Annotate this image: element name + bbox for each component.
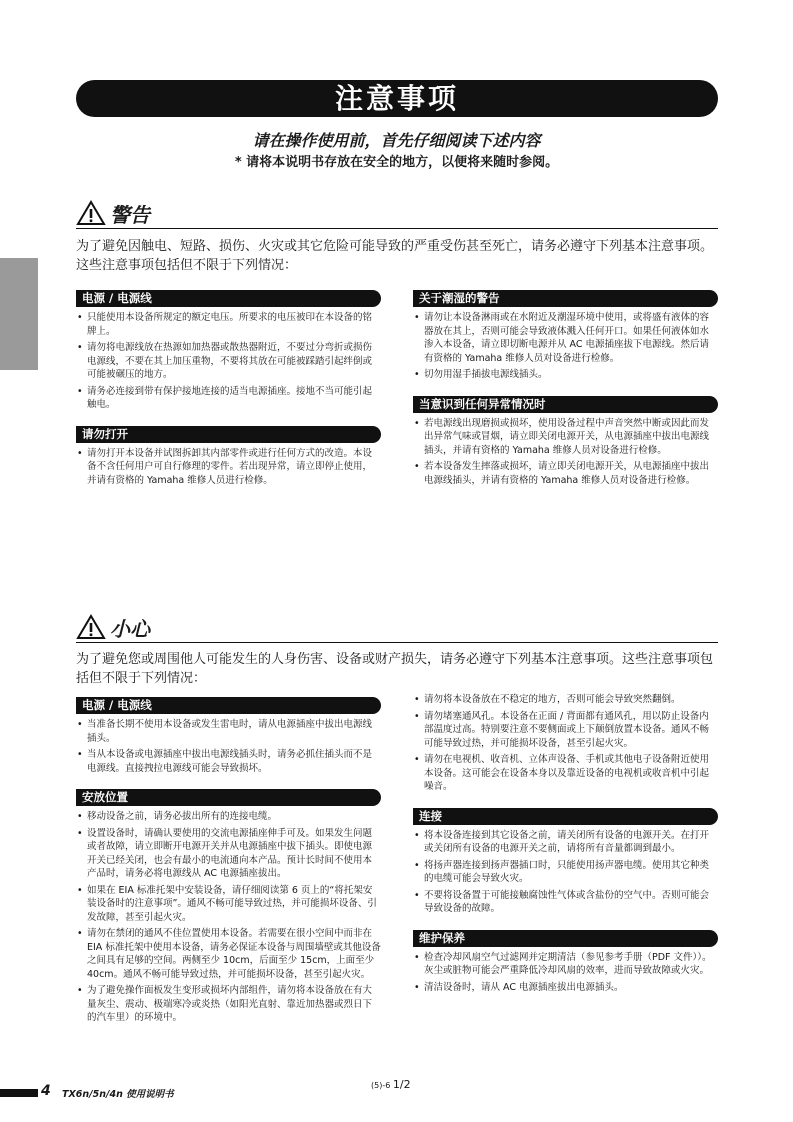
bullet-item: • 请勿将本设备放在不稳定的地方，否则可能会导致突然翻倒。: [413, 693, 718, 707]
bullet-item: • 清洁设备时，请从 AC 电源插座拔出电源插头。: [413, 981, 718, 995]
topic-heading: 维护保养: [413, 930, 718, 947]
bullet-list: [413, 829, 718, 916]
topic-heading: 关于潮湿的警告: [413, 290, 718, 307]
warning-right-column: [413, 290, 718, 501]
bullet-item: • 请勿堵塞通风孔。本设备在正面 / 背面都有通风孔，用以防止设备内部温度过高。特别要注意不要侧面或上下颠倒放置本设备。通风不畅可能导致过热，并可能损坏设备，甚至引起火灾。: [413, 710, 718, 751]
bullet-list: [413, 311, 718, 382]
caution-left-column: [76, 697, 381, 1039]
bullet-item: • 请务必连接到带有保护接地连接的适当电源插座。接地不当可能引起触电。: [76, 385, 381, 412]
bullet-list: [76, 810, 381, 1025]
caution-intro: 为了避免您或周围他人可能发生的人身伤害、设备或财产损失，请务必遵守下列基本注意事项。这些注意事项包括但不限于下列情况：: [76, 652, 714, 686]
caution-heading: [76, 612, 718, 643]
bullet-item: • 切勿用湿手插拔电源线插头。: [413, 368, 718, 382]
bullet-item: • 请勿在电视机、收音机、立体声设备、手机或其他电子设备附近使用本设备。这可能会在设备本身以及靠近设备的电视机或收音机中引起噪音。: [413, 753, 718, 794]
warning-heading: [76, 198, 718, 229]
bullet-list: [413, 693, 718, 794]
bullet-item: • 移动设备之前，请务必拔出所有的连接电缆。: [76, 810, 381, 824]
bullet-item: • 请勿将电源线放在热源如加热器或散热器附近，不要过分弯折或损伤电源线，不要在其上加压重物，不要将其放在可能被踩踏引起绊倒或可能被碾压的地方。: [76, 341, 381, 382]
bullet-list: [76, 311, 381, 412]
footer-bar: [0, 1089, 38, 1097]
print-code-id: (5)-6: [371, 1081, 391, 1090]
bullet-item: • 若本设备发生摔落或损坏，请立即关闭电源开关，从电源插座中拔出电源线插头，并请有资格的 Yamaha 维修人员对设备进行检修。: [413, 460, 718, 487]
warning-intro: 为了避免因触电、短路、损伤、火灾或其它危险可能导致的严重受伤甚至死亡，请务必遵守下列基本注意事项。这些注意事项包括但不限于下列情况：: [76, 239, 714, 273]
topic-heading: 电源 / 电源线: [76, 290, 381, 307]
caution-triangle-icon: [76, 614, 106, 640]
bullet-item: • 检查冷却风扇空气过滤网并定期清洁（参见参考手册（PDF 文件））。灰尘或脏物可能会严重降低冷却风扇的效率，进而导致故障或火灾。: [413, 951, 718, 978]
warning-triangle-icon: [76, 200, 106, 226]
bullet-list: [76, 718, 381, 775]
bullet-item: • 将扬声器连接到扬声器插口时，只能使用扬声器电缆。使用其它种类的电缆可能会导致火灾。: [413, 859, 718, 886]
bullet-item: • 为了避免操作面板发生变形或损坏内部组件，请勿将本设备放在有大量灰尘、震动、极端寒冷或炎热（如阳光直射、靠近加热器或烈日下的汽车里）的环境中。: [76, 984, 381, 1025]
bullet-item: • 请勿在禁闭的通风不佳位置使用本设备。若需要在很小空间中而非在 EIA 标准托架中使用本设备，请务必保证本设备与周围墙壁或其他设备之间具有足够的空间。两侧至少 10cm，后面至少 15cm，上面至少 40cm。通风不畅可能导致过热，并可能损坏设备，甚至引起火灾。: [76, 927, 381, 981]
topic-heading: 请勿打开: [76, 426, 381, 443]
bullet-item: • 如果在 EIA 标准托架中安装设备，请仔细阅读第 6 页上的“将托架安装设备时的注意事项”。通风不畅可能导致过热，并可能损坏设备、引发故障，甚至引起火灾。: [76, 884, 381, 925]
topic-heading: 连接: [413, 808, 718, 825]
bullet-item: • 请勿打开本设备并试图拆卸其内部零件或进行任何方式的改造。本设备不含任何用户可自行修理的零件。若出现异常，请立即停止使用，并请有资格的 Yamaha 维修人员进行检修。: [76, 447, 381, 488]
bullet-item: • 当准备长期不使用本设备或发生雷电时，请从电源插座中拔出电源线插头。: [76, 718, 381, 745]
manual-name: TX6n/5n/4n 使用说明书: [62, 1089, 174, 1100]
bullet-item: • 不要将设备置于可能接触腐蚀性气体或含盐份的空气中。否则可能会导致设备的故障。: [413, 889, 718, 916]
bullet-item: • 当从本设备或电源插座中拔出电源线插头时，请务必抓住插头而不是电源线。直接拽拉电源线可能会导致损坏。: [76, 748, 381, 775]
print-code: [371, 1078, 411, 1091]
topic-heading: 电源 / 电源线: [76, 697, 381, 714]
bullet-item: • 设置设备时，请确认要使用的交流电源插座伸手可及。如果发生问题或者故障，请立即断开电源开关并从电源插座中拔下插头。即使电源开关已经关闭，也会有最小的电流通向本产品。预计长时间不使用本产品时，请务必将电源线从 AC 电源插座拔出。: [76, 827, 381, 881]
bullet-item: • 若电源线出现磨损或损坏，使用设备过程中声音突然中断或因此而发出异常气味或冒烟，请立即关闭电源开关，从电源插座中拔出电源线插头，并请有资格的 Yamaha 维修人员对设备进行检修。: [413, 417, 718, 458]
topic-heading: 安放位置: [76, 789, 381, 806]
bullet-list: [413, 417, 718, 488]
bullet-list: [76, 447, 381, 488]
bullet-list: [413, 951, 718, 995]
warning-left-column: [76, 290, 381, 501]
print-code-fraction: 1/2: [392, 1078, 411, 1091]
page-subtitle: 请在操作使用前，首先仔细阅读下述内容: [252, 131, 541, 150]
page-title: 注意事项: [76, 80, 718, 117]
topic-heading: 当意识到任何异常情况时: [413, 396, 718, 413]
warning-label: 警告: [110, 203, 150, 227]
bullet-item: • 请勿让本设备淋雨或在水附近及潮湿环境中使用，或将盛有液体的容器放在其上，否则可能会导致液体溅入任何开口。如果任何液体如水渗入本设备，请立即切断电源并从 AC 电源插座拔下电源线。然后请有资格的 Yamaha 维修人员对设备进行检修。: [413, 311, 718, 365]
storage-note: * 请将本说明书存放在安全的地方，以便将来随时参阅。: [234, 155, 559, 170]
side-tab-marker: [0, 258, 38, 370]
page-number: 4: [41, 1083, 51, 1099]
bullet-item: • 只能使用本设备所规定的额定电压。所要求的电压被印在本设备的铭牌上。: [76, 311, 381, 338]
caution-label: 小心: [110, 617, 150, 641]
caution-right-column: [413, 693, 718, 1008]
bullet-item: • 将本设备连接到其它设备之前，请关闭所有设备的电源开关。在打开或关闭所有设备的电源开关之前，请将所有音量都调到最小。: [413, 829, 718, 856]
